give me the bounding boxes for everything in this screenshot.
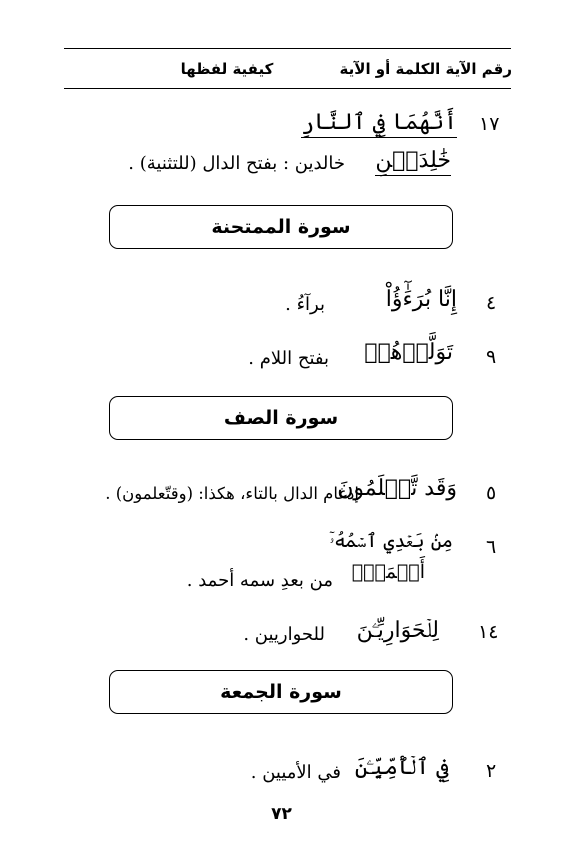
surah-title-box (109, 205, 453, 249)
verse-number: ٥ (486, 482, 497, 504)
surah-title: سورة الصف (223, 407, 339, 429)
verse-number: ٢ (486, 760, 497, 782)
surah-title: سورة الجمعة (220, 681, 342, 703)
verse-word-second: أَحۡمَدُۖ (351, 561, 425, 583)
verse-word-text: أَنَّهُمَا فِي ٱلنَّارِ (301, 110, 457, 138)
page-number: ٧٢ (271, 804, 292, 824)
verse-word: لِلۡحَوَارِيِّـۧنَ (356, 618, 439, 643)
pronunciation-text: بفتح اللام . (248, 348, 329, 369)
verse-word: تَوَلَّوۡهُمۡ (364, 340, 453, 365)
surah-title-box (109, 670, 453, 714)
header-bottom-rule (64, 88, 511, 89)
header-number-label: رقم الآية (445, 60, 512, 78)
verse-number: ٦ (486, 536, 497, 558)
verse-word: فِي ٱلۡأُمِّيِّـۧنَ (354, 755, 449, 780)
pronunciation-text: برآءُ . (285, 294, 325, 315)
pronunciation-text: للحواريين . (243, 624, 325, 645)
pronunciation-text: إدغام الدال بالتاء، هكذا: (وقتّعلمون) . (105, 484, 359, 503)
verse-word: وَقَد تَّعۡلَمُونَ (337, 476, 457, 501)
verse-number: ٤ (486, 292, 497, 314)
surah-title: سورة الممتحنة (211, 216, 351, 238)
verse-number: ١٧ (479, 113, 500, 135)
pronunciation-text: من بعدِ سمه أحمد . (186, 570, 333, 591)
pronunciation-text: خالدين : بفتح الدال (للتثنية) . (128, 153, 345, 174)
header-word-label: الكلمة أو الآية (339, 60, 441, 78)
verse-word-second-text: خَٰلِدَيۡنِ (375, 148, 451, 176)
verse-number: ٩ (486, 346, 497, 368)
verse-word: إِنَّا بُرَءَٰٓؤُاْ (385, 287, 457, 312)
verse-word-second (375, 148, 451, 173)
verse-word: مِنۢ بَعۡدِي ٱسۡمُهُۥٓ (329, 530, 453, 552)
header-column-number-word (339, 60, 512, 78)
verse-number: ١٤ (478, 621, 499, 643)
surah-title-box (109, 396, 453, 440)
verse-word (301, 110, 457, 135)
pronunciation-text: في الأميين . (250, 762, 341, 783)
header-pronunciation-label: كيفية لفظها (180, 60, 274, 78)
header-top-rule (64, 48, 511, 49)
